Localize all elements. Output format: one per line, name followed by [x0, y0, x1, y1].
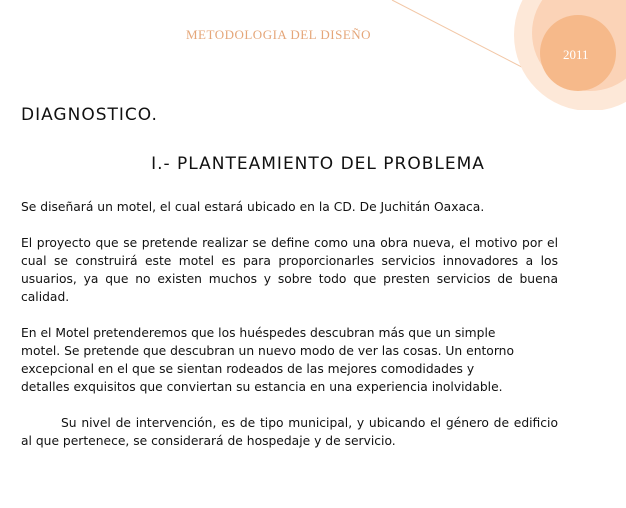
document-heading: DIAGNOSTICO.: [21, 105, 158, 125]
header-title: METODOLOGIA DEL DISEÑO: [186, 27, 372, 42]
paragraph-experience: En el Motel pretenderemos que los huéspedes descubran más que un simple motel. Se pretende que descubran un nuevo modo de ver las cosas. Un entorno excepcional en el que se sientan rodeados de las mejores comodidades y detalles exquisitos que conviertan su estancia en una experiencia inolvidable.: [21, 326, 514, 394]
paragraph-project: El proyecto que se pretende realizar se define como una obra nueva, el motivo por el cual se construirá este motel es para proporcionarles servicios innovadores a los usuarios, ya que no existen muchos y sobre todo que presten servicios de buena calidad.: [21, 236, 558, 304]
document-body: [21, 198, 558, 468]
section-title: I.- PLANTEAMIENTO DEL PROBLEMA: [151, 154, 485, 174]
year-label: 2011: [563, 47, 589, 62]
paragraph-location: Se diseñará un motel, el cual estará ubicado en la CD. De Juchitán Oaxaca.: [21, 200, 485, 214]
header-decoration: [0, 0, 626, 110]
paragraph-intervention: Su nivel de intervención, es de tipo municipal, y ubicando el género de edificio al que pertenece, se considerará de hospedaje y de servicio.: [21, 416, 558, 448]
